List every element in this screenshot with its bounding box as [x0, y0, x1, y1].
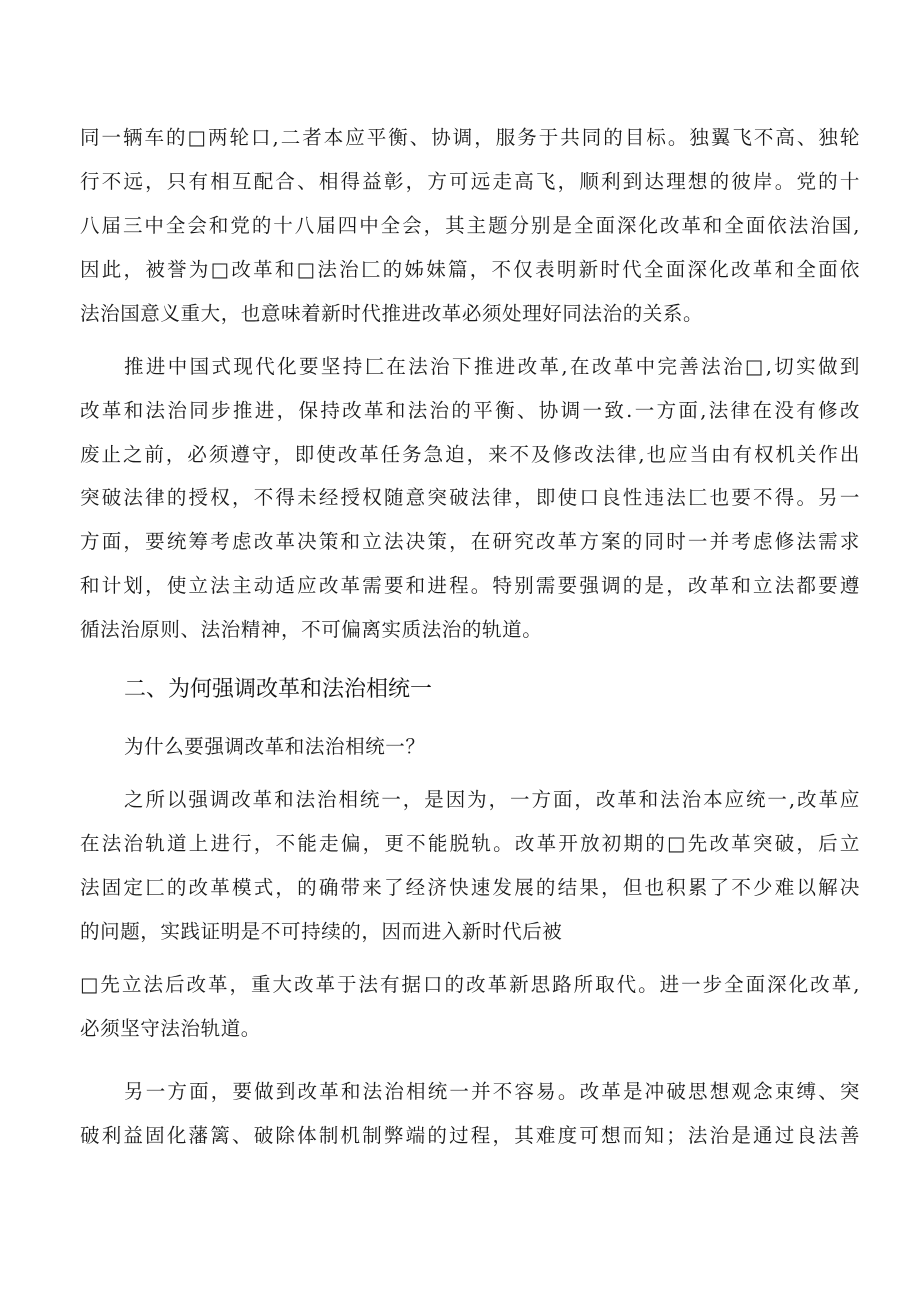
paragraph-2-line-7: 循法治原则、法治精神，不可偏离实质法治的轨道。 — [80, 618, 543, 641]
paragraph-2-line-4: 突破法律的授权，不得未经授权随意突破法律，即使口良性违法匚也要不得。另一 — [80, 486, 860, 509]
question-line: 为什么要强调改革和法治相统一？ — [124, 735, 426, 758]
paragraph-5-line-2: 破利益固化藩篱、破除体制机制弊端的过程，其难度可想而知；法治是通过良法善 — [80, 1124, 860, 1147]
paragraph-2-line-1: 推进中国式现代化要坚持匚在法治下推进改革,在改革中完善法治□,切实做到 — [124, 355, 860, 378]
paragraph-1-line-2: 行不远，只有相互配合、相得益彰，方可远走高飞，顺利到达理想的彼岸。党的十 — [80, 170, 860, 193]
paragraph-1-line-4: 因此，被誉为□改革和□法治匚的姊妹篇，不仅表明新时代全面深化改革和全面依 — [80, 258, 860, 281]
paragraph-1-line-3: 八届三中全会和党的十八届四中全会，其主题分别是全面深化改革和全面依法治国, — [80, 214, 860, 237]
paragraph-2-line-2: 改革和法治同步推进，保持改革和法治的平衡、协调一致.一方面,法律在没有修改 — [80, 399, 860, 422]
paragraph-3-line-1: 之所以强调改革和法治相统一，是因为，一方面，改革和法治本应统一,改革应 — [124, 788, 860, 811]
paragraph-1-line-5: 法治国意义重大，也意味着新时代推进改革必须处理好同法治的关系。 — [80, 302, 704, 325]
paragraph-3-line-4: 的问题，实践证明是不可持续的，因而进入新时代后被 — [80, 920, 563, 943]
paragraph-4-line-2: 必须坚守法治轨道。 — [80, 1017, 261, 1040]
paragraph-3-line-3: 法固定匚的改革模式，的确带来了经济快速发展的结果，但也积累了不少难以解决 — [80, 876, 860, 899]
paragraph-2-line-3: 废止之前，必须遵守，即使改革任务急迫，来不及修改法律,也应当由有权机关作出 — [80, 443, 860, 466]
paragraph-5-line-1: 另一方面，要做到改革和法治相统一并不容易。改革是冲破思想观念束缚、突 — [124, 1080, 860, 1103]
paragraph-3-line-2: 在法治轨道上进行，不能走偏，更不能脱轨。改革开放初期的□先改革突破，后立 — [80, 832, 860, 855]
paragraph-2-line-5: 方面，要统筹考虑改革决策和立法决策，在研究改革方案的同时一并考虑修法需求 — [80, 530, 860, 553]
paragraph-1-line-1: 同一辆车的□两轮口,二者本应平衡、协调，服务于共同的目标。独翼飞不高、独轮 — [80, 126, 860, 149]
paragraph-4-line-1: □先立法后改革，重大改革于法有据口的改革新思路所取代。进一步全面深化改革, — [80, 973, 860, 996]
paragraph-2-line-6: 和计划，使立法主动适应改革需要和进程。特别需要强调的是，改革和立法都要遵 — [80, 574, 860, 597]
section-heading: 二、为何强调改革和法治相统一 — [124, 677, 433, 702]
